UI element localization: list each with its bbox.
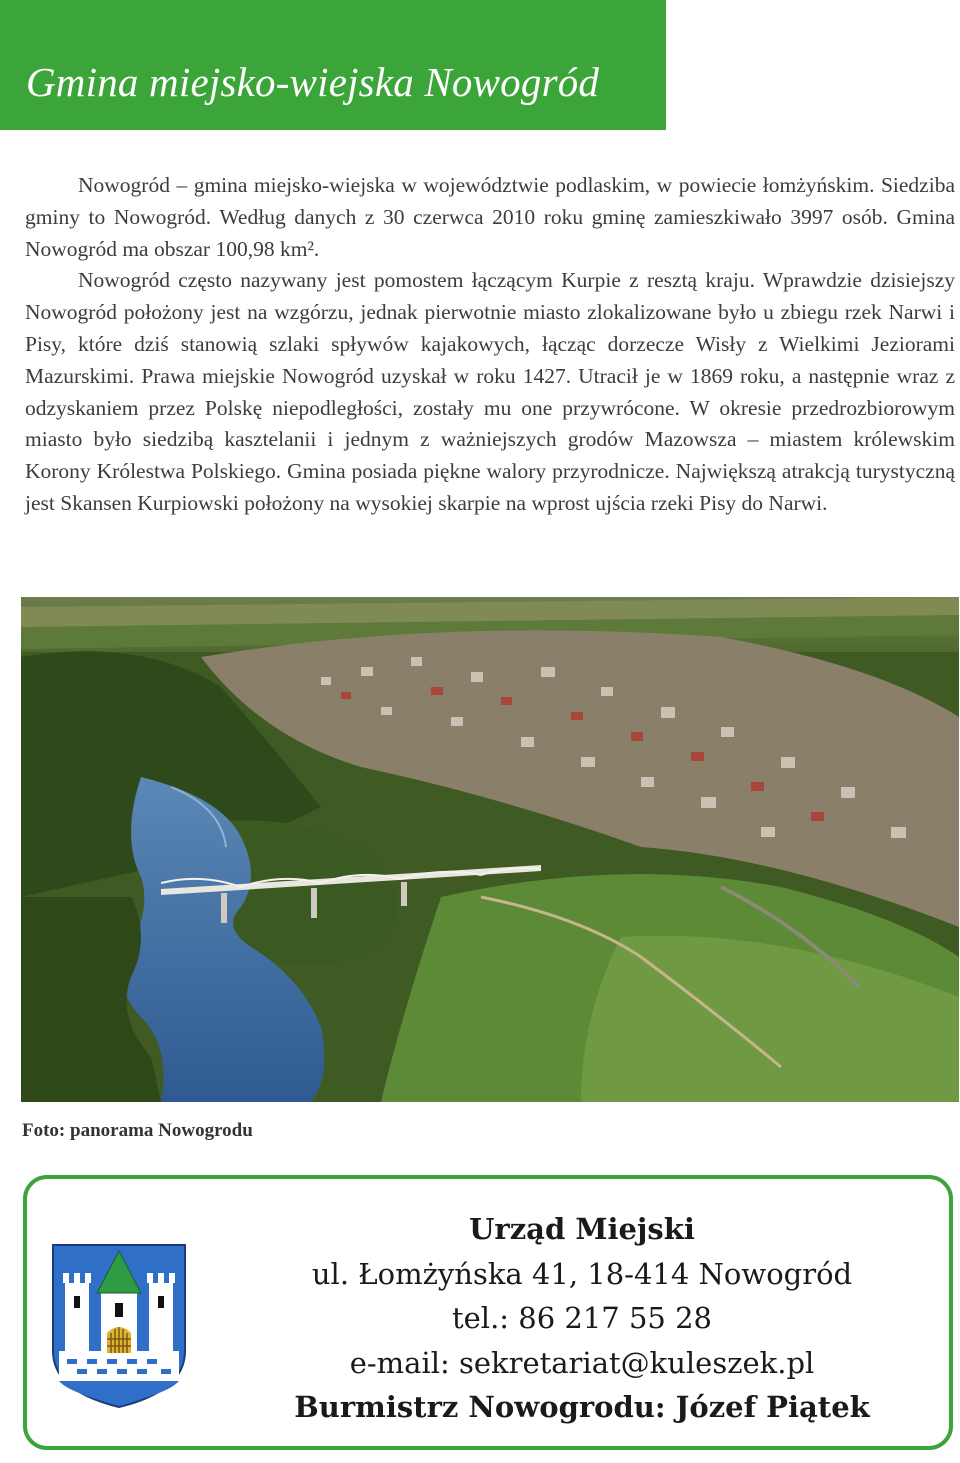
- intro-text: [25, 170, 955, 520]
- office-address: ul. Łomżyńska 41, 18-414 Nowogród: [311, 1256, 853, 1291]
- intro-paragraph-1: Nowogród – gmina miejsko-wiejska w województwie podlaskim, w powiecie łomżyńskim. Siedziba gminy to Nowogród. Według danych z 30 czerwca 2010 roku gminę zamieszkiwało 3997 osób. Gmina Nowogród ma obszar 100,98 km².: [25, 173, 955, 261]
- contact-box: [23, 1175, 953, 1450]
- photo-caption: Foto: panorama Nowogrodu: [22, 1120, 253, 1141]
- intro-paragraph-2: Nowogród często nazywany jest pomostem łączącym Kurpie z resztą kraju. Wprawdzie dzisiejszy Nowogród położony jest na wzgórzu, jednak pierwotnie miasto zlokalizowane było u zbiegu rzek Narwi i Pisy, które dziś stanowią szlaki spływów kajakowych, łącząc dorzecze Wisły z Wielkimi Jeziorami Mazurskimi. Prawa miejskie Nowogród uzyskał w roku 1427. Utracił je w 1869 roku, a następnie wraz z odzyskaniem przez Polskę niepodległości, zostały mu one przywrócone. W okresie przedrozbiorowym miasto było siedzibą kasztelanii i jednym z ważniejszych grodów Mazowsza – miastem królewskim Korony Królestwa Polskiego. Gmina posiada piękne walory przyrodnicze. Największą atrakcją turystyczną jest Skansen Kurpiowski położony na wysokiej skarpie na wprost ujścia rzeki Pisy do Narwi.: [25, 268, 955, 515]
- mayor-name: Burmistrz Nowogrodu: Józef Piątek: [294, 1390, 870, 1424]
- office-name: Urząd Miejski: [469, 1212, 695, 1246]
- aerial-panorama-image: [21, 597, 959, 1102]
- contact-lines: [232, 1207, 932, 1430]
- header-band: [0, 0, 666, 130]
- coat-of-arms-icon: [49, 1241, 189, 1411]
- page-title: Gmina miejsko-wiejska Nowogród: [26, 59, 600, 105]
- office-email: e-mail: sekretariat@kuleszek.pl: [349, 1345, 815, 1380]
- office-phone: tel.: 86 217 55 28: [451, 1301, 712, 1335]
